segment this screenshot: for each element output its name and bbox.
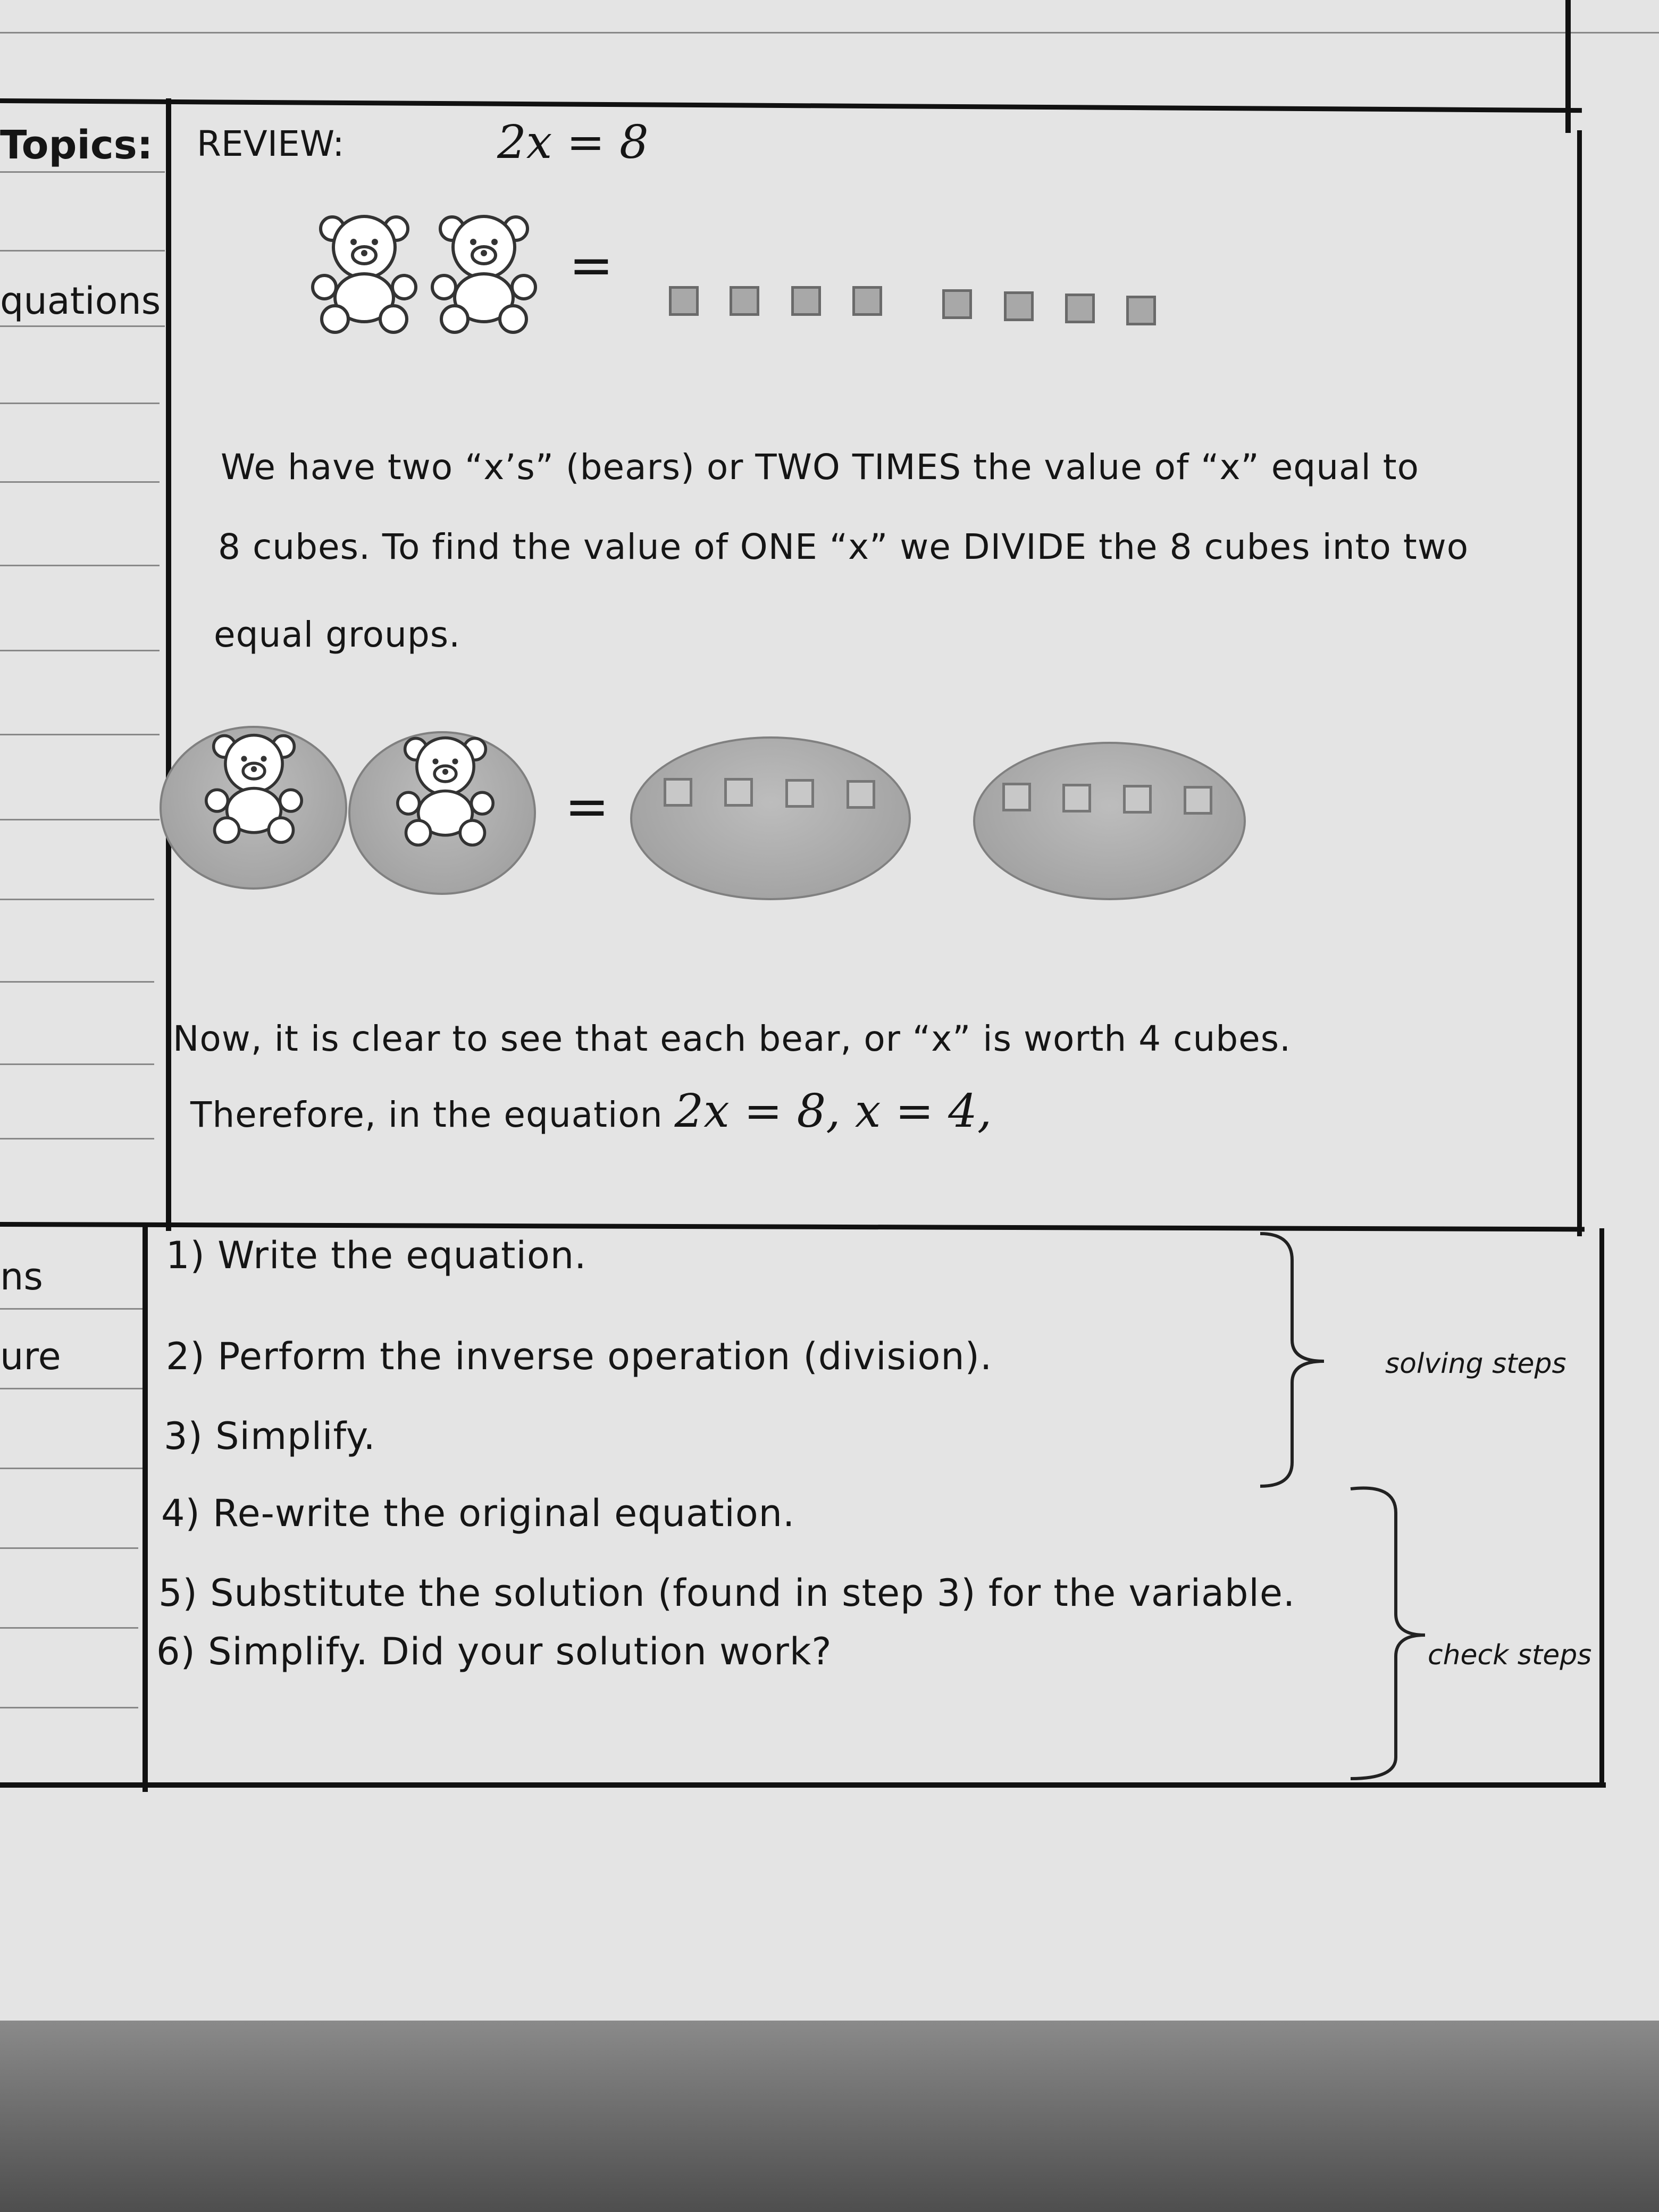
check-steps-label: check steps bbox=[1428, 1639, 1592, 1671]
side-rule bbox=[0, 819, 160, 820]
side-rule bbox=[0, 734, 160, 735]
side-rule bbox=[0, 565, 160, 566]
column-divider bbox=[166, 98, 171, 1231]
conclusion-text: Therefore, in the equation bbox=[190, 1094, 675, 1135]
equals-sign-groups: = bbox=[565, 775, 609, 837]
side-rule bbox=[0, 650, 160, 651]
cube bbox=[664, 778, 692, 807]
cube bbox=[852, 286, 882, 316]
step-3: 3) Simplify. bbox=[164, 1414, 376, 1458]
cube bbox=[847, 780, 875, 809]
cube bbox=[724, 778, 753, 807]
cube bbox=[1123, 785, 1152, 814]
top-right-border bbox=[1565, 0, 1571, 133]
side-label-ure: ure bbox=[0, 1335, 61, 1378]
side-rule bbox=[0, 250, 165, 252]
step-1: 1) Write the equation. bbox=[166, 1234, 587, 1277]
side-rule bbox=[0, 403, 160, 404]
side-rule bbox=[0, 1468, 144, 1469]
cube bbox=[942, 289, 972, 319]
side-rule bbox=[0, 1138, 154, 1139]
bear-icon bbox=[311, 213, 417, 335]
cube-group-oval bbox=[973, 742, 1246, 900]
bear-icon bbox=[431, 213, 537, 335]
bear-icon bbox=[205, 731, 303, 845]
cube-group-oval bbox=[630, 736, 911, 900]
solving-steps-label: solving steps bbox=[1385, 1348, 1566, 1380]
cube bbox=[669, 286, 699, 316]
side-label-ns: ns bbox=[0, 1255, 43, 1298]
side-rule bbox=[0, 1063, 154, 1065]
topics-label: Topics: bbox=[0, 122, 153, 168]
side-rule bbox=[0, 481, 160, 483]
right-border-lower bbox=[1599, 1228, 1604, 1787]
paragraph-line-2: 8 cubes. To find the value of ONE “x” we DIVIDE the 8 cubes into two bbox=[218, 526, 1469, 567]
conclusion-equation: 2x = 8, x = 4, bbox=[674, 1085, 992, 1138]
step-4: 4) Re-write the original equation. bbox=[161, 1492, 795, 1535]
side-rule bbox=[0, 325, 165, 327]
check-steps-bracket bbox=[1345, 1481, 1441, 1784]
cube bbox=[1062, 784, 1091, 812]
cube bbox=[1126, 296, 1156, 325]
side-label-equations: quations bbox=[0, 279, 161, 323]
cube bbox=[1065, 294, 1095, 323]
solving-steps-bracket bbox=[1250, 1228, 1356, 1494]
cube bbox=[1002, 783, 1031, 811]
side-rule bbox=[0, 1627, 138, 1629]
paragraph-line-3: equal groups. bbox=[214, 614, 461, 655]
cube bbox=[785, 779, 814, 808]
side-rule bbox=[0, 899, 154, 900]
equals-sign: = bbox=[569, 234, 614, 296]
cube bbox=[791, 286, 821, 316]
cube bbox=[730, 286, 759, 316]
step-6: 6) Simplify. Did your solution work? bbox=[156, 1630, 832, 1673]
side-rule bbox=[0, 981, 154, 983]
side-rule bbox=[0, 171, 165, 173]
bear-icon bbox=[396, 734, 495, 848]
top-rule bbox=[0, 32, 1659, 33]
side-rule bbox=[0, 1308, 144, 1310]
conclusion-line-2 bbox=[190, 1085, 992, 1138]
conclusion-line-1: Now, it is clear to see that each bear, or “x” is worth 4 cubes. bbox=[173, 1018, 1292, 1059]
side-rule bbox=[0, 1707, 138, 1708]
review-equation: 2x = 8 bbox=[497, 116, 649, 169]
cube bbox=[1004, 291, 1034, 321]
step-2: 2) Perform the inverse operation (division). bbox=[166, 1335, 993, 1378]
step-5: 5) Substitute the solution (found in step 3) for the variable. bbox=[158, 1571, 1296, 1615]
review-label: REVIEW: bbox=[197, 123, 345, 164]
desk-surface bbox=[0, 2021, 1659, 2212]
cube bbox=[1184, 786, 1212, 815]
column-divider-lower bbox=[143, 1223, 148, 1792]
right-border bbox=[1577, 130, 1582, 1236]
side-rule bbox=[0, 1547, 138, 1549]
side-rule bbox=[0, 1388, 144, 1389]
paragraph-line-1: We have two “x’s” (bears) or TWO TIMES the value of “x” equal to bbox=[221, 447, 1420, 488]
top-border bbox=[0, 98, 1582, 113]
